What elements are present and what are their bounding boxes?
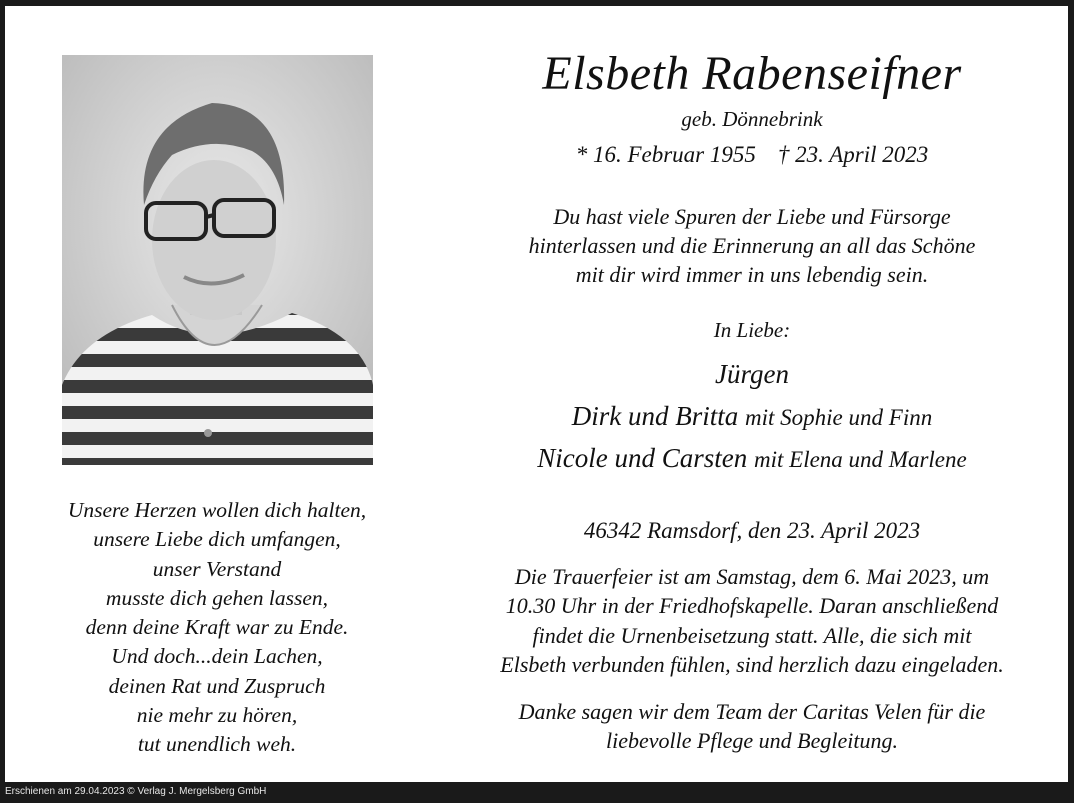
quote-line: hinterlassen und die Erinnerung an all das Schöne — [528, 233, 976, 258]
poem-line: Und doch...dein Lachen, — [111, 644, 323, 669]
poem-line: denn deine Kraft war zu Ende. — [85, 615, 349, 640]
death-date: † 23. April 2023 — [777, 142, 929, 167]
poem-line: Unsere Herzen wollen dich halten, — [67, 498, 367, 522]
service-line: Die Trauerfeier ist am Samstag, dem 6. Mai 2023, um — [514, 564, 990, 589]
thanks-line: liebevolle Pflege und Begleitung. — [605, 728, 898, 754]
service-line: findet die Urnenbeisetzung statt. Alle, die sich mit — [532, 622, 972, 648]
maiden-name: geb. Dönnebrink — [681, 107, 823, 131]
poem-line: deinen Rat und Zuspruch — [108, 673, 326, 698]
quote-line: Du hast viele Spuren der Liebe und Fürsorge — [553, 204, 951, 229]
poem-line: musste dich gehen lassen, — [105, 585, 329, 610]
family-children: mit Sophie und Finn — [745, 405, 933, 430]
deceased-name: Elsbeth Rabenseifner — [542, 47, 962, 100]
family-line — [443, 443, 1061, 474]
service-line: Elsbeth verbunden fühlen, sind herzlich dazu eingeladen. — [500, 651, 1004, 677]
poem — [25, 496, 409, 760]
poem-line: tut unendlich weh. — [137, 732, 297, 757]
life-dates — [443, 142, 1061, 168]
funeral-service-info — [443, 562, 1061, 679]
service-line: 10.30 Uhr in der Friedhofskapelle. Daran anschließend — [505, 593, 999, 619]
poem-line: unser Verstand — [152, 556, 282, 581]
family-children: mit Elena und Marlene — [754, 447, 967, 472]
family-line — [443, 401, 1061, 432]
obituary-card — [5, 6, 1068, 782]
in-love-label: In Liebe: — [713, 318, 791, 342]
publication-footer: Erschienen am 29.04.2023 © Verlag J. Mergelsberg GmbH — [5, 786, 267, 797]
thanks-line: Danke sagen wir dem Team der Caritas Velen für die — [518, 699, 986, 724]
family-main: Jürgen — [715, 359, 789, 389]
place-date: 46342 Ramsdorf, den 23. April 2023 — [583, 518, 921, 543]
family-main: Nicole und Carsten — [537, 443, 748, 473]
poem-line: unsere Liebe dich umfangen, — [93, 527, 341, 552]
poem-line: nie mehr zu hören, — [136, 703, 298, 728]
thanks-note — [443, 697, 1061, 756]
portrait-photo — [62, 55, 373, 465]
memorial-quote — [443, 202, 1061, 289]
family-line — [443, 359, 1061, 390]
family-main: Dirk und Britta — [571, 401, 739, 431]
quote-line: mit dir wird immer in uns lebendig sein. — [575, 262, 929, 287]
birth-date: * 16. Februar 1955 — [575, 142, 756, 167]
